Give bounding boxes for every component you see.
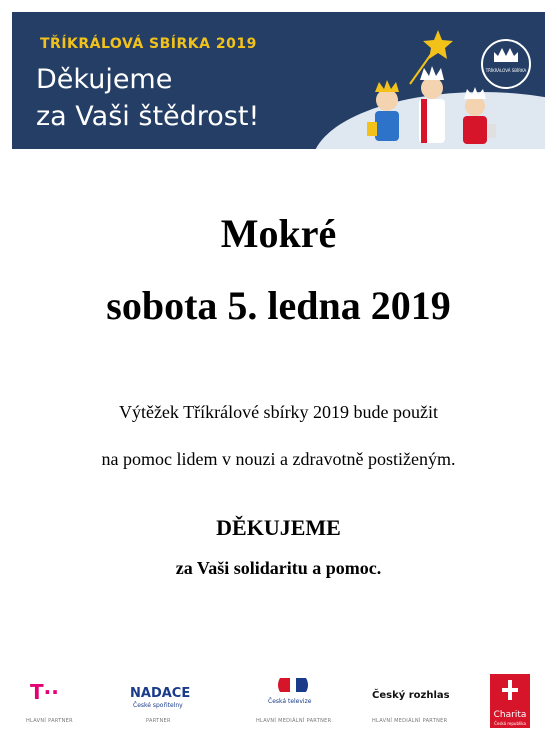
cross-icon — [498, 678, 522, 702]
nadace-logo: NADACE — [130, 686, 191, 701]
ct-name: Česká televize — [268, 698, 312, 705]
banner-collection-title: TŘÍKRÁLOVÁ SBÍRKA 2019 — [40, 36, 257, 52]
nadace-subtitle: České spořitelny — [133, 702, 183, 709]
charita-subtitle: Česká republika — [494, 721, 526, 726]
charita-logo — [490, 674, 530, 728]
thanks-subline: za Vaši solidaritu a pomoc. — [175, 558, 382, 578]
purpose-line-1: Výtěžek Tříkrálové sbírky 2019 bude použit — [118, 402, 439, 422]
charita-name: Charita — [493, 710, 527, 720]
banner — [12, 12, 545, 149]
telekom-caption: HLAVNÍ PARTNER — [26, 718, 73, 724]
banner-headline-1: Děkujeme — [36, 64, 173, 95]
rozhlas-caption: HLAVNÍ MEDIÁLNÍ PARTNER — [372, 718, 448, 724]
nadace-caption: PARTNER — [146, 718, 171, 724]
seal-text: TŘÍKRÁLOVÁ SBÍRKA — [485, 68, 527, 73]
ct-logo-icon — [276, 676, 310, 694]
place-name: Mokré — [220, 211, 337, 256]
rozhlas-logo: Český rozhlas — [372, 690, 450, 701]
event-date: sobota 5. ledna 2019 — [106, 283, 451, 328]
thanks-heading: DĚKUJEME — [216, 515, 341, 540]
ct-caption: HLAVNÍ MEDIÁLNÍ PARTNER — [256, 718, 332, 724]
telekom-logo: T·· — [30, 680, 59, 704]
collection-seal-logo — [480, 38, 532, 90]
banner-headline-2: za Vaši štědrost! — [36, 101, 260, 132]
purpose-line-2: na pomoc lidem v nouzi a zdravotně postiženým. — [101, 449, 456, 469]
